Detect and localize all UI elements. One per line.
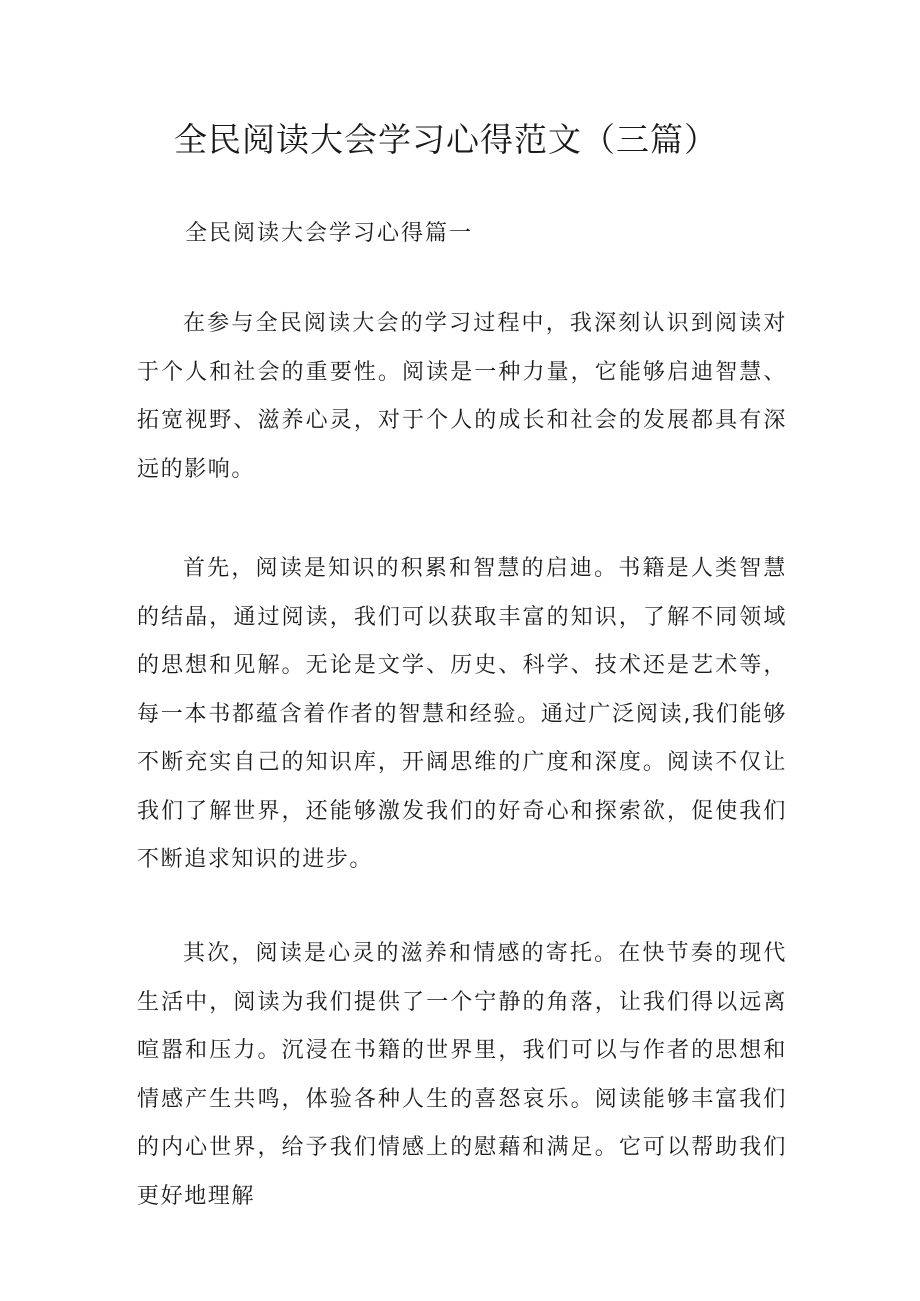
paragraph-1: 在参与全民阅读大会的学习过程中，我深刻认识到阅读对于个人和社会的重要性。阅读是一种力量，它能够启迪智慧、拓宽视野、滋养心灵，对于个人的成长和社会的发展都具有深远的影响。 <box>137 311 787 482</box>
document-title: 全民阅读大会学习心得范文（三篇） <box>174 120 718 159</box>
paragraph-2: 首先，阅读是知识的积累和智慧的启迪。书籍是人类智慧的结晶，通过阅读，我们可以获取丰富的知识，了解不同领域的思想和见解。无论是文学、历史、科学、技术还是艺术等，每一本书都蕴含着作者的智慧和经验。通过广泛阅读,我们能够不断充实自己的知识库，开阔思维的广度和深度。阅读不仅让我们了解世界，还能够激发我们的好奇心和探索欲，促使我们不断追求知识的进步。 <box>137 556 787 872</box>
paragraph-3: 其次，阅读是心灵的滋养和情感的寄托。在快节奏的现代生活中，阅读为我们提供了一个宁静的角落，让我们得以远离喧嚣和压力。沉浸在书籍的世界里，我们可以与作者的思想和情感产生共鸣，体验各种人生的喜怒哀乐。阅读能够丰富我们的内心世界，给予我们情感上的慰藉和满足。它可以帮助我们更好地理解 <box>137 941 787 1209</box>
section-heading: 全民阅读大会学习心得篇一 <box>185 221 474 246</box>
